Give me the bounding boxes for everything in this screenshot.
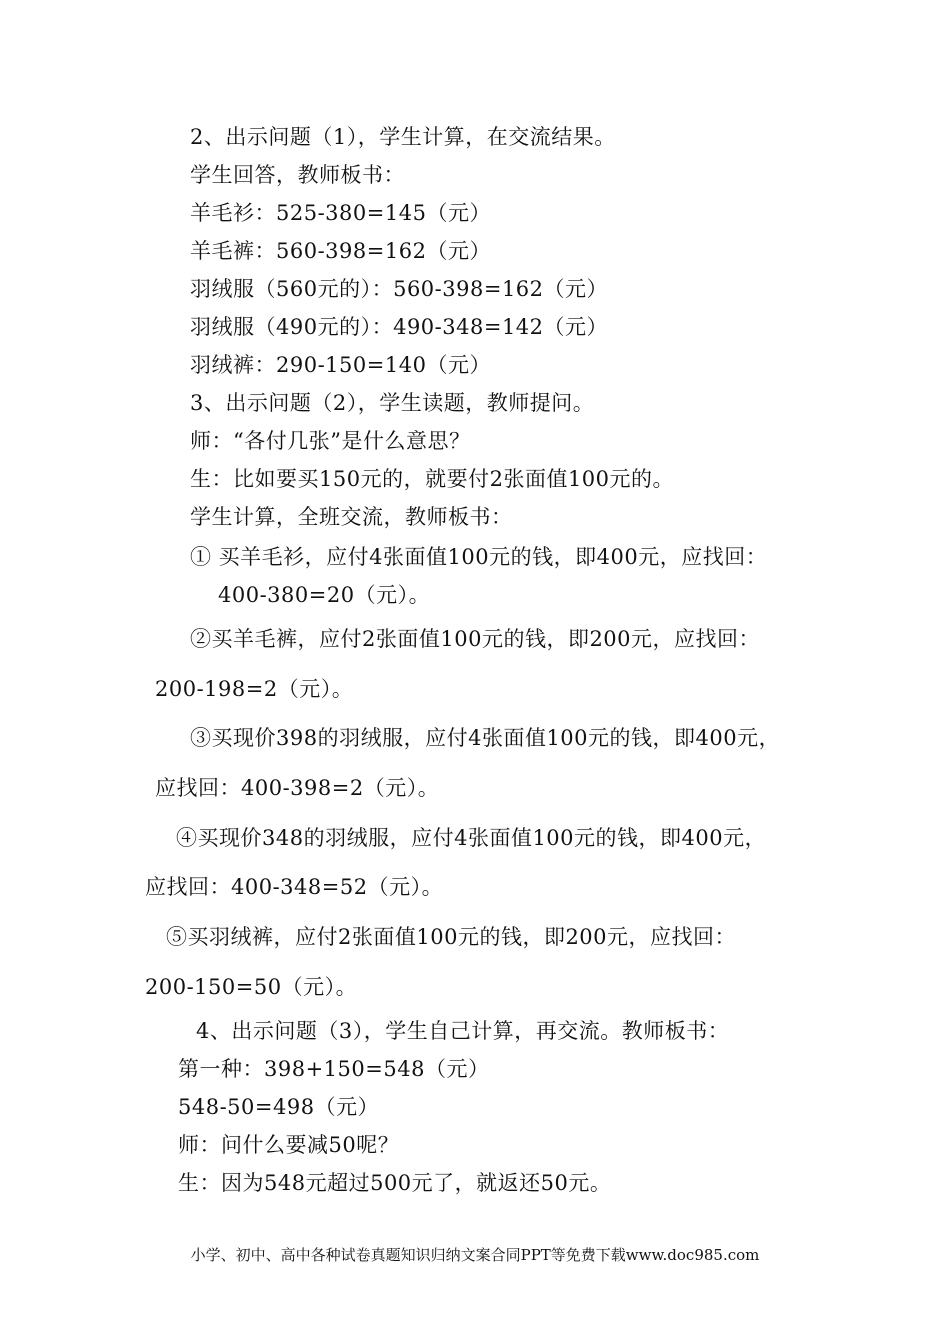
text-line: 学生计算，全班交流，教师板书： — [190, 505, 513, 529]
text-line: 200-198=2（元）。 — [155, 677, 354, 701]
text-line: 学生回答，教师板书： — [190, 163, 405, 187]
text-line: 应找回：400-398=2（元）。 — [155, 776, 440, 800]
text-line: 师：“各付几张”是什么意思？ — [190, 429, 471, 453]
text-line: 应找回：400-348=52（元）。 — [145, 875, 444, 899]
text-line: 400-380=20（元）。 — [218, 583, 431, 607]
text-line: ③买现价398的羽绒服，应付4张面值100元的钱，即400元， — [190, 726, 781, 750]
text-line: 羽绒服（490元的）：490-348=142（元） — [190, 315, 609, 339]
text-line: 第一种：398+150=548（元） — [178, 1057, 490, 1081]
text-line: 羊毛衫：525-380=145（元） — [190, 201, 491, 225]
text-line: ④买现价348的羽绒服，应付4张面值100元的钱，即400元， — [176, 826, 767, 850]
page-footer: 小学、初中、高中各种试卷真题知识归纳文案合同PPT等免费下载www.doc985.com — [190, 1246, 760, 1264]
text-line: 羽绒服（560元的）：560-398=162（元） — [190, 277, 609, 301]
text-line: ① 买羊毛衫，应付4张面值100元的钱，即400元，应找回： — [190, 545, 768, 569]
text-line: 548-50=498（元） — [178, 1095, 380, 1119]
text-line: 200-150=50（元）。 — [145, 975, 358, 999]
text-line: 3、出示问题（2），学生读题，教师提问。 — [190, 391, 595, 415]
text-line: 羊毛裤：560-398=162（元） — [190, 239, 491, 263]
text-line: ⑤买羽绒裤，应付2张面值100元的钱，即200元，应找回： — [166, 925, 737, 949]
text-line: 师：问什么要减50呢？ — [178, 1133, 400, 1157]
text-line: 2、出示问题（1），学生计算，在交流结果。 — [190, 125, 616, 149]
text-line: 生：比如要买150元的，就要付2张面值100元的。 — [190, 467, 675, 491]
text-line: 羽绒裤：290-150=140（元） — [190, 353, 491, 377]
text-line: 生：因为548元超过500元了，就返还50元。 — [178, 1171, 612, 1195]
text-line: 4、出示问题（3），学生自己计算，再交流。教师板书： — [196, 1019, 730, 1043]
text-line: ②买羊毛裤，应付2张面值100元的钱，即200元，应找回： — [190, 627, 761, 651]
